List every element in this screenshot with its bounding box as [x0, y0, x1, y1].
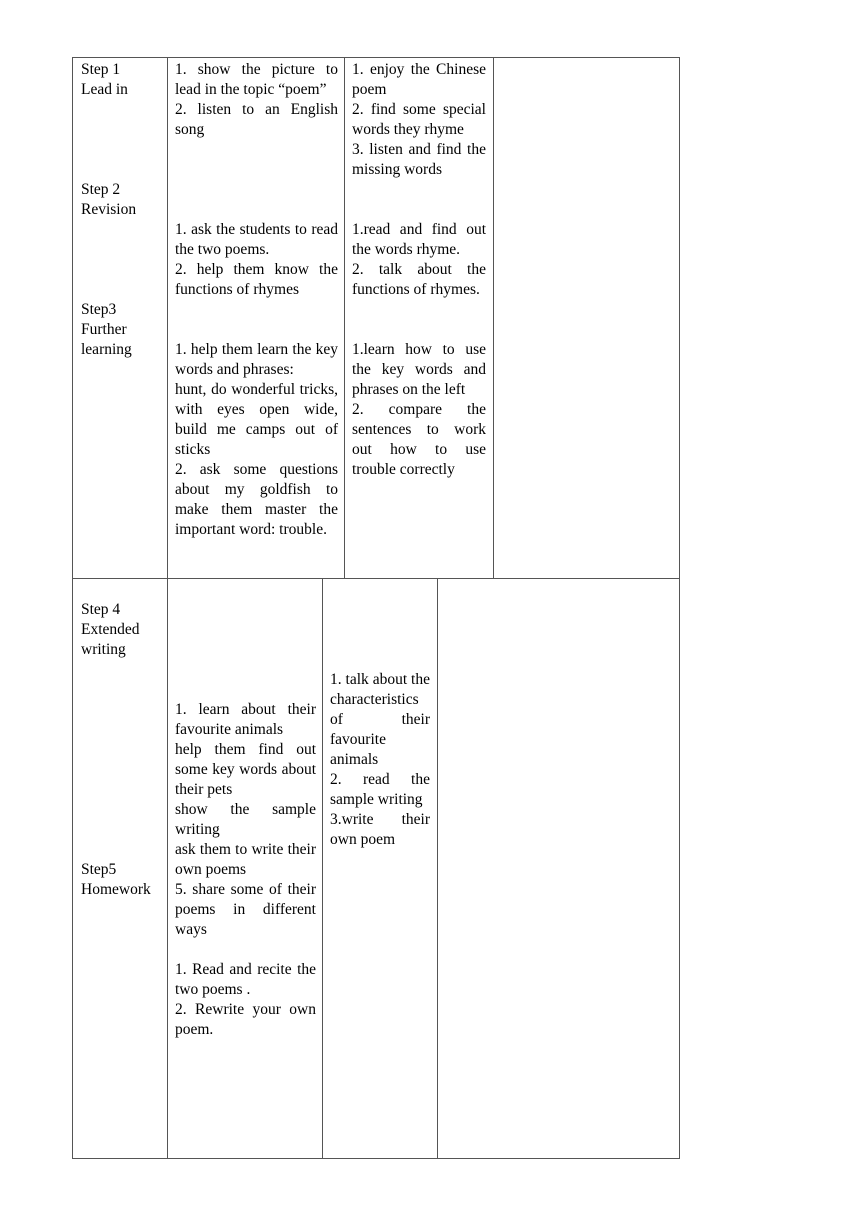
notes-column-lower — [438, 579, 680, 1159]
student-step-1: 1. enjoy the Chinese poem 2. find some special words they rhyme 3. listen and find the missing words — [352, 61, 486, 178]
teacher-step-3: 1. help them learn the key words and phrases: hunt, do wonderful tricks, with eyes open wide, build me camps out of sticks 2. ask some questions about my goldfish to make them master the important word: trouble. — [175, 341, 338, 538]
student-activities-column — [345, 58, 494, 579]
student-step-2: 1.read and find out the words rhyme. 2. talk about the functions of rhymes. — [352, 221, 486, 298]
step-2-label: Step 2 Revision — [81, 181, 137, 218]
step-4-label: Step 4 Extended writing — [81, 601, 140, 658]
student-activities-column-lower — [323, 579, 438, 1159]
notes-column — [494, 58, 680, 579]
teacher-step-4: 1. learn about their favourite animals help them find out some key words about their pets show the sample writing ask them to write their own poems 5. share some of their poems in different ways — [175, 701, 316, 938]
student-step-4: 1. talk about the characteristics of their favourite animals 2. read the sample writing 3.write their own poem — [330, 671, 430, 848]
teacher-activities-column — [168, 58, 345, 579]
step-5-label: Step5 Homework — [81, 861, 151, 898]
homework-tasks: 1. Read and recite the two poems . 2. Rewrite your own poem. — [175, 961, 316, 1038]
step-3-label: Step3 Further learning — [81, 301, 132, 358]
lesson-table-lower — [72, 578, 680, 1159]
student-step-3: 1.learn how to use the key words and phrases on the left 2. compare the sentences to work out how to use trouble correctly — [352, 341, 486, 478]
lesson-table-upper — [72, 57, 680, 579]
steps-column-lower — [73, 579, 168, 1159]
steps-column — [73, 58, 168, 579]
teacher-step-2: 1. ask the students to read the two poems. 2. help them know the functions of rhymes — [175, 221, 338, 298]
teacher-activities-column-lower — [168, 579, 323, 1159]
teacher-step-1: 1. show the picture to lead in the topic “poem” 2. listen to an English song — [175, 61, 338, 138]
step-1-label: Step 1 Lead in — [81, 61, 128, 98]
